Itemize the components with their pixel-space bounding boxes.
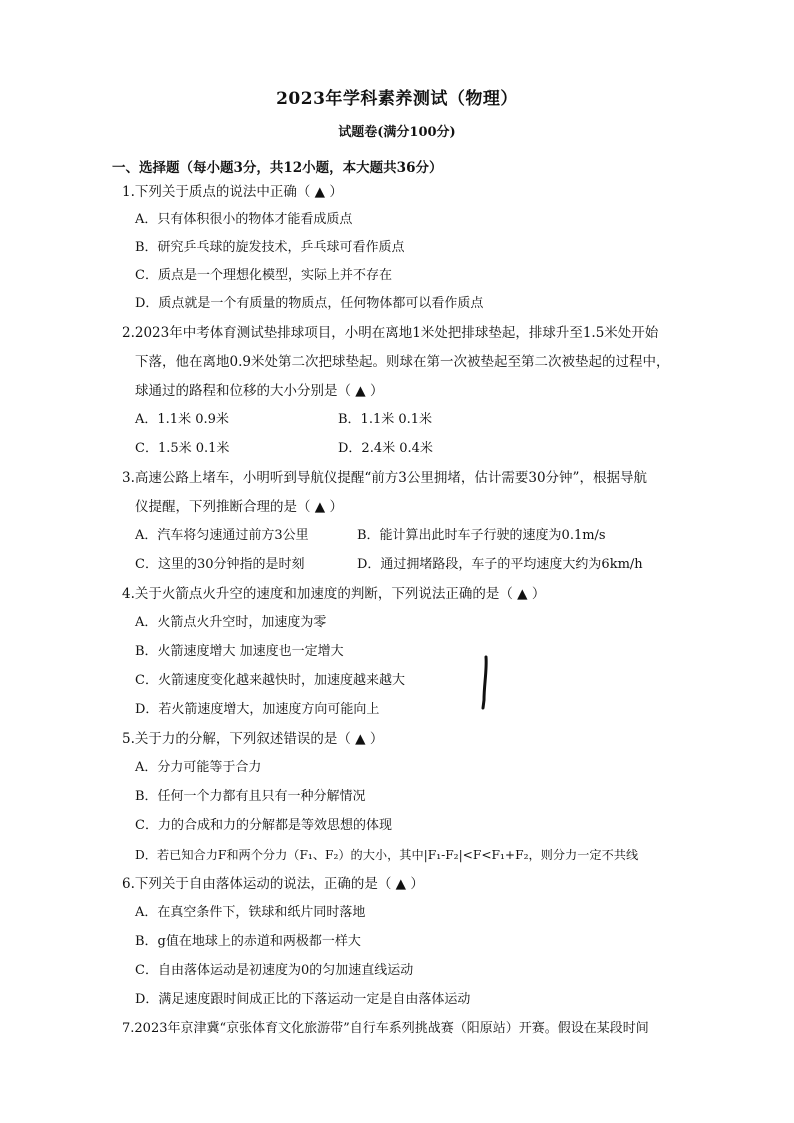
question-6-stem: 6.下列关于自由落体运动的说法，正确的是（ ▲ ）	[122, 876, 424, 892]
question-4-stem: 4.关于火箭点火升空的速度和加速度的判断，下列说法正确的是（ ▲ ）	[122, 586, 546, 602]
question-2-stem-line3: 球通过的路程和位移的大小分别是（ ▲ ）	[135, 383, 384, 399]
question-2-stem-line2: 下落，他在离地0.9米处第二次把球垫起。则球在第一次被垫起至第二次被垫起的过程中，	[135, 354, 670, 370]
question-5-option-b: B．任何一个力都有且只有一种分解情况	[135, 789, 366, 804]
question-2-stem-line1: 2.2023年中考体育测试垫排球项目，小明在离地1米处把排球垫起，排球升至1.5米处开始	[122, 325, 659, 341]
question-4-option-a: A．火箭点火升空时，加速度为零	[135, 615, 327, 630]
question-7-stem-line1: 7.2023年京津冀“京张体育文化旅游带”自行车系列挑战赛（阳原站）开赛。假设在某段时间	[122, 1021, 649, 1036]
page-title: 2023年学科素养测试（物理）	[276, 89, 518, 109]
question-1-option-d: D．质点就是一个有质量的物质点，任何物体都可以看作质点	[135, 296, 484, 311]
question-1-option-c: C．质点是一个理想化模型，实际上并不存在	[135, 268, 392, 283]
question-3-option-c: C．这里的30分钟指的是时刻	[135, 557, 305, 572]
question-5-option-c: C．力的合成和力的分解都是等效思想的体现	[135, 818, 392, 833]
question-6-option-c: C．自由落体运动是初速度为0的匀加速直线运动	[135, 963, 414, 978]
question-2-option-a: A．1.1米 0.9米	[135, 412, 229, 427]
question-2-option-d: D．2.4米 0.4米	[338, 441, 433, 456]
question-6-option-a: A．在真空条件下，铁球和纸片同时落地	[135, 905, 366, 920]
question-4-option-b: B．火箭速度增大 加速度也一定增大	[135, 644, 344, 659]
section-heading: 一、选择题（每小题3分，共12小题，本大题共36分）	[112, 160, 443, 176]
question-3-option-a: A．汽车将匀速通过前方3公里	[135, 528, 309, 543]
question-2-option-b: B．1.1米 0.1米	[338, 412, 433, 427]
question-1-stem: 1.下列关于质点的说法中正确（ ▲ ）	[122, 184, 343, 200]
question-6-option-b: B．g值在地球上的赤道和两极都一样大	[135, 934, 361, 949]
pen-scribble-mark	[481, 655, 489, 710]
question-4-option-d: D．若火箭速度增大，加速度方向可能向上	[135, 702, 380, 717]
question-5-option-d: D．若已知合力F和两个分力（F₁、F₂）的大小，其中|F₁-F₂|<F<F₁+F₂，则分力一定不共线	[135, 848, 639, 862]
question-3-option-d: D．通过拥堵路段，车子的平均速度大约为6km/h	[357, 557, 643, 572]
question-3-stem-line2: 仪提醒，下列推断合理的是（ ▲ ）	[135, 499, 343, 515]
question-1-option-a: A．只有体积很小的物体才能看成质点	[135, 212, 353, 227]
question-5-stem: 5.关于力的分解，下列叙述错误的是（ ▲ ）	[122, 731, 384, 747]
question-1-option-b: B．研究乒乓球的旋发技术，乒乓球可看作质点	[135, 240, 405, 255]
question-5-option-a: A．分力可能等于合力	[135, 760, 262, 775]
question-4-option-c: C．火箭速度变化越来越快时，加速度越来越大	[135, 673, 405, 688]
page-subtitle: 试题卷(满分100分)	[338, 125, 456, 140]
question-6-option-d: D．满足速度跟时间成正比的下落运动一定是自由落体运动	[135, 992, 471, 1007]
question-3-option-b: B．能计算出此时车子行驶的速度为0.1m/s	[357, 528, 606, 543]
question-3-stem-line1: 3.高速公路上堵车，小明听到导航仪提醒“前方3公里拥堵，估计需要30分钟”，根据导航	[122, 470, 647, 486]
question-2-option-c: C．1.5米 0.1米	[135, 441, 230, 456]
